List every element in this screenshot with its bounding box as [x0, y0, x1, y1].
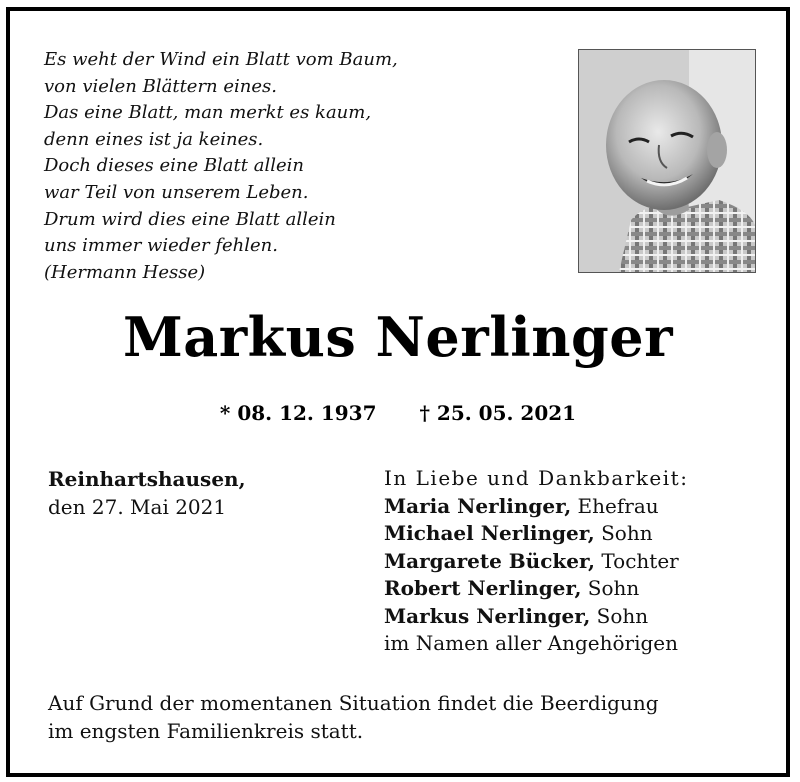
- poem-line: Doch dieses eine Blatt allein: [44, 155, 304, 177]
- mourner-name: Markus Nerlinger,: [384, 603, 591, 628]
- portrait-photo: [578, 49, 756, 273]
- poem-line: Das eine Blatt, man merkt es kaum,: [44, 102, 372, 124]
- funeral-note: [48, 689, 768, 745]
- mourner-entry: [384, 603, 688, 631]
- mourner-relation: Sohn: [594, 521, 653, 545]
- poem-line: von vielen Blättern eines.: [44, 75, 277, 97]
- mourner-name: Robert Nerlinger,: [384, 576, 582, 600]
- poem-line: denn eines ist ja keines.: [44, 128, 264, 150]
- mourner-name: Maria Nerlinger,: [384, 493, 572, 518]
- mourner-entry: [384, 548, 688, 576]
- poem-line: uns immer wieder fehlen.: [44, 235, 278, 257]
- portrait-illustration: [579, 50, 755, 272]
- mourner-relation: Sohn: [581, 576, 640, 600]
- poem-author: (Hermann Hesse): [44, 261, 206, 283]
- life-dates: [10, 401, 786, 425]
- mourner-entry: [384, 520, 688, 548]
- announcement-date: den 27. Mai 2021: [48, 494, 227, 519]
- mourners-list: [384, 465, 688, 658]
- deceased-name: Markus Nerlinger: [122, 305, 674, 369]
- mourner-name: Michael Nerlinger,: [384, 521, 595, 545]
- death-date: † 25. 05. 2021: [419, 401, 577, 425]
- mourner-relation: Tochter: [595, 548, 679, 573]
- poem-line: Es weht der Wind ein Blatt vom Baum,: [44, 49, 398, 70]
- mourner-entry: [384, 493, 688, 521]
- birth-date: * 08. 12. 1937: [219, 401, 377, 425]
- obituary-frame: [6, 7, 790, 777]
- poem-line: Drum wird dies eine Blatt allein: [44, 208, 336, 230]
- poem-line: war Teil von unserem Leben.: [44, 181, 309, 203]
- place-city: Reinhartshausen,: [48, 467, 246, 491]
- place-and-date: [48, 466, 246, 521]
- mourners-intro: In Liebe und Dankbarkeit:: [384, 466, 689, 490]
- mourner-name: Margarete Bücker,: [384, 548, 596, 573]
- funeral-note-line: Auf Grund der momentanen Situation findet die Beerdigung: [48, 691, 659, 715]
- mourner-relation: Sohn: [590, 603, 649, 628]
- poem: [44, 47, 544, 286]
- mourners-closing: im Namen aller Angehörigen: [384, 631, 679, 655]
- funeral-note-line: im engsten Familienkreis statt.: [48, 719, 364, 743]
- mourner-relation: Ehefrau: [571, 493, 659, 518]
- mourner-entry: [384, 575, 688, 603]
